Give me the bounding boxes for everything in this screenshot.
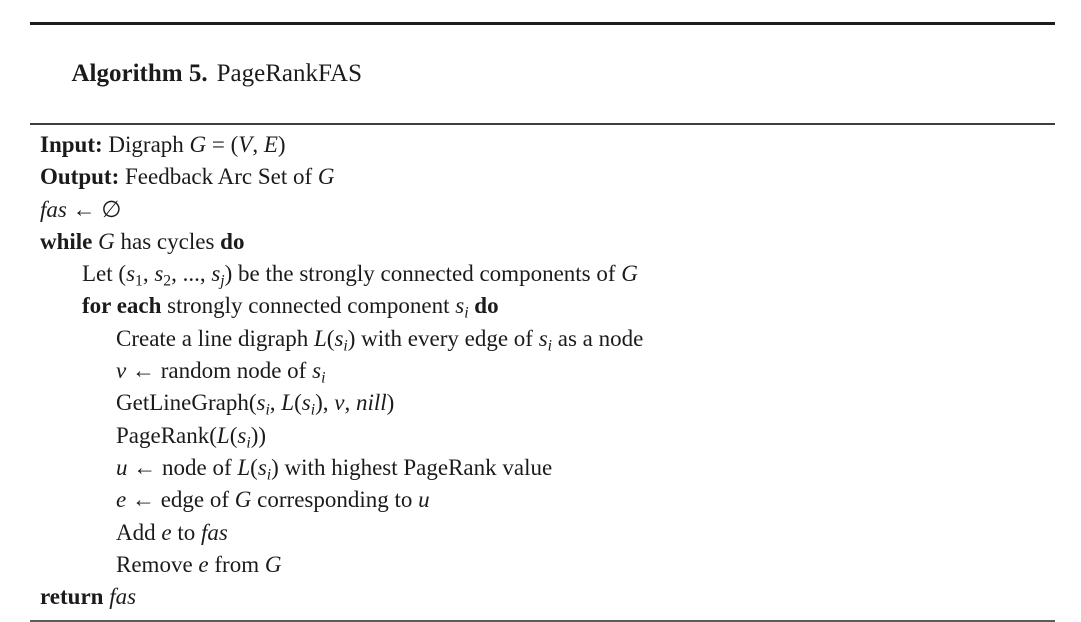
- math-text: s: [126, 261, 136, 287]
- plain-text: ) with highest PageRank value: [271, 454, 553, 480]
- plain-text: Add: [116, 519, 162, 545]
- plain-text: Let (: [82, 261, 127, 287]
- plain-text: , ...,: [171, 261, 212, 287]
- algorithm-line: [30, 129, 1055, 161]
- plain-text: ,: [269, 390, 282, 416]
- math-text: v: [334, 390, 345, 416]
- math-text: fas: [40, 196, 67, 222]
- math-text: G: [317, 164, 335, 190]
- math-text: i: [266, 466, 272, 484]
- algorithm-body: [30, 125, 1055, 620]
- math-text: s: [334, 325, 344, 351]
- math-text: i: [310, 401, 316, 419]
- math-text: s: [154, 261, 164, 287]
- plain-text: corresponding to: [251, 487, 419, 513]
- algorithm-line: [30, 258, 1055, 290]
- math-text: G: [98, 228, 115, 254]
- plain-text: ): [277, 132, 286, 157]
- math-text: L: [313, 325, 327, 351]
- keyword-text: for each: [82, 293, 162, 319]
- plain-text: 1: [135, 272, 143, 290]
- plain-text: Digraph: [102, 132, 190, 157]
- plain-text: )): [250, 422, 267, 448]
- keyword-text: do: [474, 293, 499, 319]
- math-text: s: [237, 422, 247, 448]
- plain-text: Remove: [116, 551, 199, 577]
- math-text: V: [238, 132, 253, 157]
- plain-text: ): [386, 390, 395, 416]
- plain-text: strongly connected component: [161, 293, 456, 319]
- math-text: e: [116, 487, 127, 513]
- math-text: i: [464, 304, 469, 322]
- plain-text: ,: [142, 261, 155, 287]
- plain-text: ),: [315, 390, 335, 416]
- math-text: e: [198, 551, 209, 577]
- math-text: L: [281, 390, 295, 416]
- keyword-text: Input:: [40, 132, 103, 157]
- math-text: s: [301, 390, 311, 416]
- keyword-text: do: [220, 228, 245, 254]
- plain-text: Feedback Arc Set of: [119, 164, 318, 190]
- keyword-text: Output:: [40, 164, 120, 190]
- math-text: i: [246, 434, 251, 452]
- math-text: e: [161, 519, 172, 545]
- algorithm-line: [30, 581, 1055, 613]
- math-text: v: [116, 358, 127, 384]
- plain-text: PageRank(: [116, 422, 217, 448]
- plain-text: ← node of: [127, 454, 238, 480]
- math-text: i: [265, 401, 270, 419]
- plain-text: as a node: [552, 325, 644, 351]
- math-text: s: [455, 293, 465, 319]
- algorithm-line: [30, 226, 1055, 258]
- plain-text: GetLineGraph(: [116, 390, 257, 416]
- algorithm-line: [30, 355, 1055, 387]
- plain-text: ← ∅: [66, 196, 122, 222]
- math-text: G: [234, 487, 252, 513]
- math-text: i: [343, 337, 348, 355]
- algorithm-line: [30, 420, 1055, 452]
- math-text: G: [264, 551, 282, 577]
- plain-text: (: [326, 325, 335, 351]
- math-text: s: [538, 325, 548, 351]
- algorithm-line: [30, 161, 1055, 193]
- math-text: L: [216, 422, 230, 448]
- math-text: L: [237, 454, 251, 480]
- plain-text: (: [229, 422, 238, 448]
- algorithm-line: [30, 484, 1055, 516]
- plain-text: ,: [252, 132, 264, 157]
- keyword-text: while: [40, 228, 93, 254]
- algorithm-label: Algorithm 5.: [71, 60, 208, 87]
- algorithm-line: [30, 290, 1055, 322]
- math-text: G: [189, 132, 207, 157]
- plain-text: (: [250, 454, 258, 480]
- math-text: s: [256, 390, 266, 416]
- math-text: s: [257, 454, 267, 480]
- plain-text: from: [208, 551, 265, 577]
- math-text: u: [418, 487, 430, 513]
- plain-text: 2: [163, 272, 172, 290]
- algorithm-line: [30, 517, 1055, 549]
- math-text: i: [321, 369, 326, 387]
- math-text: u: [116, 454, 128, 480]
- plain-text: = (: [206, 132, 239, 157]
- algorithm-block: [30, 22, 1055, 622]
- math-text: s: [312, 358, 322, 384]
- plain-text: Create a line digraph: [116, 325, 314, 351]
- math-text: i: [547, 337, 552, 355]
- plain-text: ,: [344, 390, 356, 416]
- algorithm-line: [30, 194, 1055, 226]
- plain-text: ← edge of: [126, 487, 235, 513]
- plain-text: ← random node of: [126, 358, 313, 384]
- math-text: fas: [109, 584, 137, 610]
- math-text: E: [263, 132, 278, 157]
- algorithm-title: PageRankFAS: [216, 60, 362, 87]
- math-text: j: [220, 272, 225, 290]
- plain-text: to: [171, 519, 201, 545]
- keyword-text: return: [40, 584, 104, 610]
- math-text: s: [211, 261, 221, 287]
- algorithm-line: [30, 323, 1055, 355]
- algorithm-line: [30, 452, 1055, 484]
- math-text: nill: [355, 390, 387, 416]
- algorithm-header: [30, 25, 1055, 123]
- plain-text: ) be the strongly connected components of: [224, 261, 622, 287]
- plain-text: ) with every edge of: [347, 325, 539, 351]
- algorithm-line: [30, 549, 1055, 581]
- plain-text: has cycles: [114, 228, 221, 254]
- plain-text: (: [294, 390, 302, 416]
- algorithm-line: [30, 387, 1055, 419]
- math-text: fas: [200, 519, 228, 545]
- math-text: G: [621, 261, 638, 287]
